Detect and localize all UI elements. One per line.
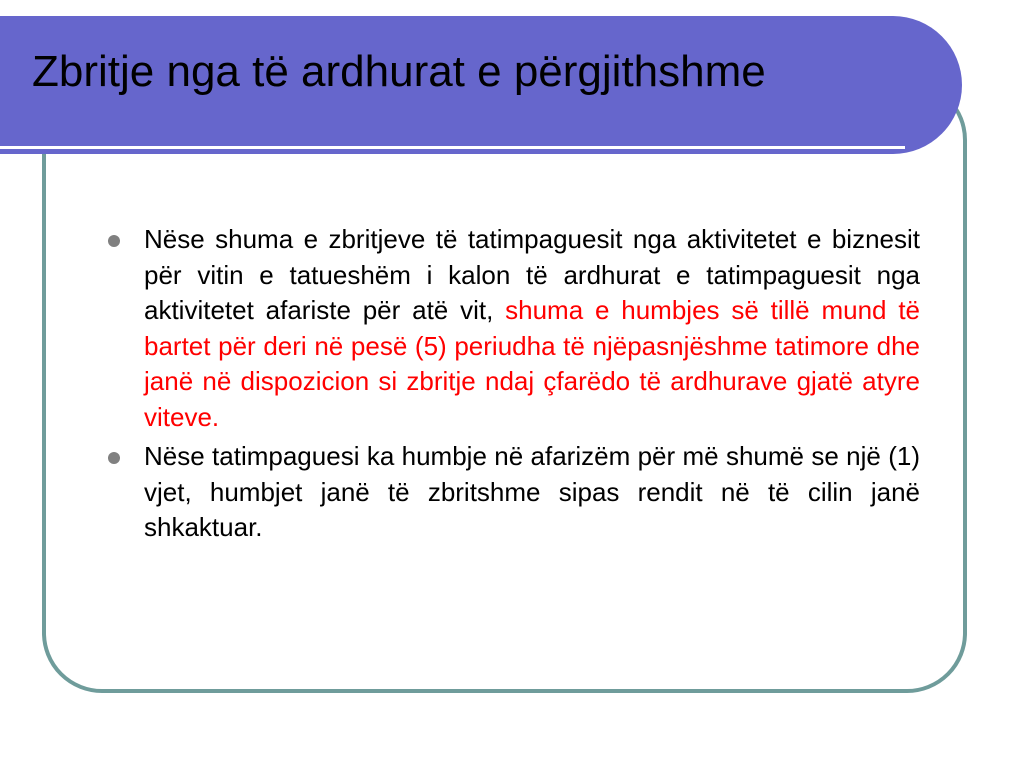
bullet-item-1 <box>108 222 920 435</box>
slide-title: Zbritje nga të ardhurat e përgjithshme <box>32 47 766 96</box>
bullet-2-text: Nëse tatimpaguesi ka humbje në afarizëm për më shumë se një (1) vjet, humbjet janë të zbritshme sipas rendit në të cilin janë shkaktuar. <box>144 441 920 542</box>
bullet-dot-icon <box>108 452 120 464</box>
bullet-item-2 <box>108 439 920 546</box>
title-underline <box>0 146 905 149</box>
bullet-dot-icon <box>108 235 120 247</box>
bullet-list <box>108 222 920 550</box>
bullet-1-highlight-text: shuma e humbjes së tillë mund të bartet për deri në pesë (5) periudha të njëpasnjëshme tatimore dhe janë në dispozicion si zbritje ndaj çfarëdo të ardhurave gjatë atyre viteve. <box>144 295 920 432</box>
bullet-1-text: Nëse shuma e zbritjeve të tatimpaguesit nga aktivitetet e biznesit për vitin e tatueshëm i kalon të ardhurat e tatimpaguesit nga aktivitetet afariste për atë vit, <box>144 224 920 325</box>
